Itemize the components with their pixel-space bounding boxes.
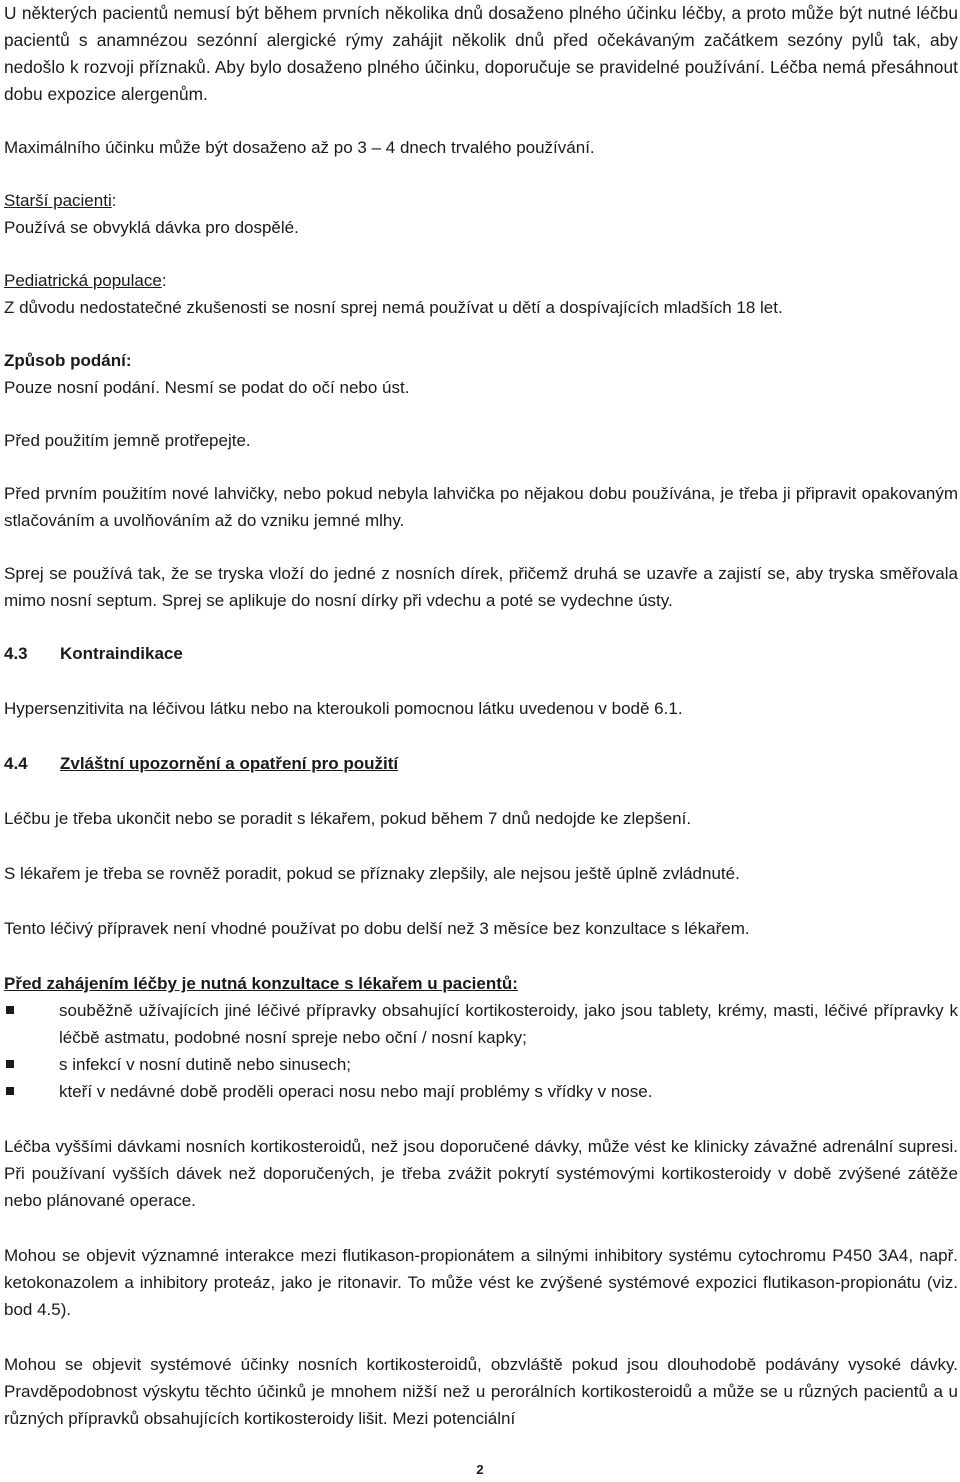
pediatric-heading: Pediatrická populace:	[4, 271, 167, 290]
pediatric-text: Z důvodu nedostatečné zkušenosti se nosní sprej nemá používat u dětí a dospívajících mladších 18 let.	[4, 298, 783, 317]
section-title: Zvláštní upozornění a opatření pro použití	[60, 754, 399, 773]
warning-paragraph: S lékařem je třeba se rovněž poradit, pokud se příznaky zlepšily, ale nejsou ještě úplně zvládnuté.	[4, 864, 740, 883]
contraindication-text: Hypersenzitivita na léčivou látku nebo na kteroukoli pomocnou látku uvedenou v bodě 6.1.	[4, 699, 683, 718]
page-number: 2	[476, 1462, 484, 1477]
consultation-list	[4, 997, 958, 1105]
warning-paragraph: Tento léčivý přípravek není vhodné používat po dobu delší než 3 měsíce bez konzultace s lékařem.	[4, 919, 750, 938]
list-item: kteří v nedávné době proděli operaci nosu nebo mají problémy s vřídky v nose.	[4, 1078, 958, 1105]
document-page	[4, 0, 958, 1432]
section-title: Kontraindikace	[60, 644, 183, 663]
administration-priming: Před prvním použitím nové lahvičky, nebo pokud nebyla lahvička po nějakou dobu používána, je třeba ji připravit opakovaným stlačováním a uvolňováním až do vzniku jemné mlhy.	[4, 484, 958, 530]
bullet-square-icon	[6, 1006, 14, 1014]
warning-paragraph: Léčba vyššími dávkami nosních kortikosteroidů, než jsou doporučené dávky, může vést ke klinicky závažné adrenální supresi. Při používaní vyšších dávek než doporučených, je třeba zvážit pokrytí systémovými kortikosteroidy v době zvýšené zátěže nebo plánované operace.	[4, 1137, 958, 1210]
section-number: 4.4	[4, 754, 28, 773]
warning-paragraph: Léčbu je třeba ukončit nebo se poradit s lékařem, pokud během 7 dnů nedojde ke zlepšení.	[4, 809, 692, 828]
warning-paragraph: Mohou se objevit významné interakce mezi flutikason-propionátem a silnými inhibitory systému cytochromu P450 3A4, např. ketokonazolem a inhibitory proteáz, jako je ritonavir. To může vést ke zvýšené systémové expozici flutikason-propionátu (viz. bod 4.5).	[4, 1246, 958, 1319]
warning-paragraph: Mohou se objevit systémové účinky nosních kortikosteroidů, obzvláště pokud jsou dlouhodobě podávány vysoké dávky. Pravděpodobnost výskytu těchto účinků je mnohem nižší než u perorálních kortikosteroidů a může se u různých pacientů a u různých přípravků obsahujících kortikosteroidy lišit. Mezi potenciální	[4, 1355, 958, 1428]
elderly-text: Používá se obvyklá dávka pro dospělé.	[4, 218, 299, 237]
bullet-square-icon	[6, 1087, 14, 1095]
list-item: souběžně užívajících jiné léčivé přípravky obsahující kortikosteroidy, jako jsou tablety, krémy, masti, léčivé přípravky k léčbě astmatu, podobné nosní spreje nebo oční / nosní kapky;	[4, 997, 958, 1051]
administration-heading: Způsob podání:	[4, 351, 132, 370]
section-4-4-heading	[4, 750, 958, 777]
bullet-square-icon	[6, 1060, 14, 1068]
list-item: s infekcí v nosní dutině nebo sinusech;	[4, 1051, 958, 1078]
consultation-heading: Před zahájením léčby je nutná konzultace s lékařem u pacientů:	[4, 974, 518, 993]
section-number: 4.3	[4, 644, 28, 663]
administration-route: Pouze nosní podání. Nesmí se podat do očí nebo úst.	[4, 378, 410, 397]
max-effect-paragraph: Maximálního účinku může být dosaženo až po 3 – 4 dnech trvalého používání.	[4, 138, 595, 157]
section-4-3-heading	[4, 640, 958, 667]
administration-usage: Sprej se používá tak, že se tryska vloží do jedné z nosních dírek, přičemž druhá se uzavře a zajistí se, aby tryska směřovala mimo nosní septum. Sprej se aplikuje do nosní dírky při vdechu a poté se vydechne ústy.	[4, 564, 958, 610]
administration-shake: Před použitím jemně protřepejte.	[4, 431, 251, 450]
intro-paragraph: U některých pacientů nemusí být během prvních několika dnů dosaženo plného účinku léčby, a proto může být nutné léčbu pacientů s anamnézou sezónní alergické rýmy zahájit několik dnů před očekávaným začátkem sezóny pylů tak, aby nedošlo k rozvoji příznaků. Aby bylo dosaženo plného účinku, doporučuje se pravidelné používání. Léčba nemá přesáhnout dobu expozice alergenům.	[4, 3, 958, 104]
elderly-heading: Starší pacienti:	[4, 191, 117, 210]
